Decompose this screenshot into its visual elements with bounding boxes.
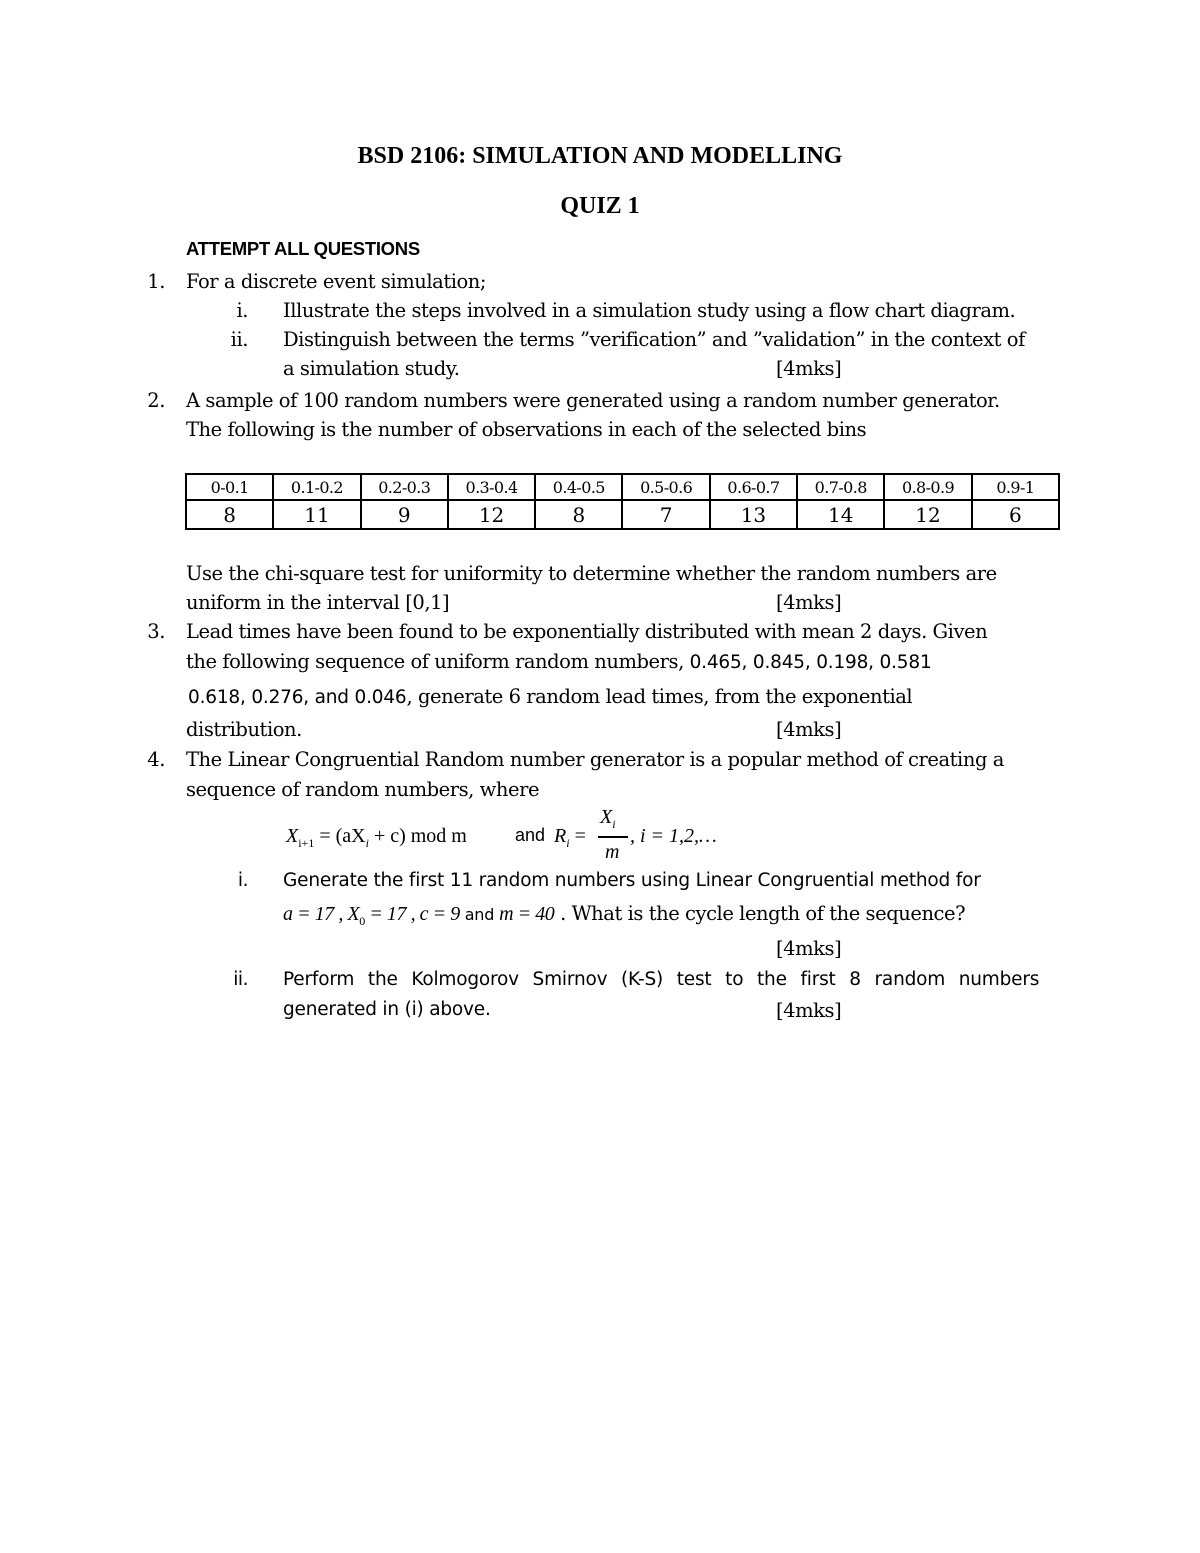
q2-text-line2: The following is the number of observations in each of the selected bins xyxy=(186,418,867,441)
q4-param-and: and xyxy=(459,905,500,924)
eq-num-sub: i xyxy=(612,817,616,831)
q4-text-line1: The Linear Congruential Random number generator is a popular method of creating a xyxy=(186,748,1004,771)
eq-r-letter: R xyxy=(554,825,567,847)
eq-mid-sub: i xyxy=(365,836,369,850)
bins-count-row xyxy=(186,500,1059,529)
q4-param-a: a = 17 , X xyxy=(283,903,360,925)
q3-text-line1: Lead times have been found to be exponentially distributed with mean 2 days. Given xyxy=(186,620,988,643)
eq-x: X xyxy=(286,825,299,847)
q4-sub-i-params-line xyxy=(283,902,965,926)
bin-label: 0.5-0.6 xyxy=(622,474,709,500)
eq-mod: + c) mod m xyxy=(368,825,467,847)
q2-text-line1: A sample of 100 random numbers were generated using a random number generator. xyxy=(186,389,1000,412)
q3-random-numbers-1: 0.465, 0.845, 0.198, 0.581 xyxy=(689,652,932,673)
q4-sub-ii-marks: [4mks] xyxy=(776,999,842,1022)
q2-text-line4: uniform in the interval [0,1] xyxy=(186,591,450,614)
q3-random-numbers-2: 0.618, 0.276, and 0.046 xyxy=(188,687,407,708)
q1-sub-i-text: Illustrate the steps involved in a simulation study using a flow chart diagram. xyxy=(283,299,1016,322)
q2-marks: [4mks] xyxy=(776,591,842,614)
q1-sub-ii-number: ii. xyxy=(230,328,248,351)
q4-sub-ii-text: Perform the Kolmogorov Smirnov (K-S) test to the first 8 random numbers xyxy=(283,969,1040,990)
eq-numerator xyxy=(600,806,616,829)
bins-header-row xyxy=(186,474,1059,500)
bin-count: 7 xyxy=(622,500,709,529)
q2-number: 2. xyxy=(147,389,165,412)
bin-label: 0.1-0.2 xyxy=(273,474,360,500)
q3-number: 3. xyxy=(147,620,165,643)
bin-label: 0.7-0.8 xyxy=(797,474,884,500)
q3-text-line2 xyxy=(186,650,932,673)
fraction-bar xyxy=(598,836,628,838)
bin-count: 12 xyxy=(448,500,535,529)
q4-sub-ii-text-cont: generated in (i) above. xyxy=(283,999,491,1020)
bin-label: 0.4-0.5 xyxy=(535,474,622,500)
eq-tail: , i = 1,2,… xyxy=(630,825,717,847)
bin-count: 11 xyxy=(273,500,360,529)
q1-sub-ii-text: Distinguish between the terms ”verification” and ”validation” in the context of xyxy=(283,328,1025,351)
bin-label: 0.9-1 xyxy=(972,474,1059,500)
bin-label: 0-0.1 xyxy=(186,474,273,500)
lcg-equation xyxy=(286,825,467,848)
q4-sub-i-marks: [4mks] xyxy=(776,937,842,960)
bin-label: 0.8-0.9 xyxy=(884,474,971,500)
bin-count: 14 xyxy=(797,500,884,529)
course-title: BSD 2106: SIMULATION AND MODELLING xyxy=(357,143,843,169)
eq-x-sub: i+1 xyxy=(298,836,315,850)
bin-count: 13 xyxy=(710,500,797,529)
bins-table xyxy=(185,473,1060,530)
q3-text-line4: distribution. xyxy=(186,718,302,741)
q4-sub-ii-number: ii. xyxy=(233,969,248,990)
q1-marks: [4mks] xyxy=(776,357,842,380)
q4-sub-i-text: Generate the first 11 random numbers using Linear Congruential method for xyxy=(283,870,981,891)
eq-mid: = (aX xyxy=(314,825,366,847)
q4-param-x0-sub: 0 xyxy=(359,914,365,928)
quiz-title: QUIZ 1 xyxy=(560,193,640,219)
bin-count: 8 xyxy=(186,500,273,529)
bin-label: 0.2-0.3 xyxy=(361,474,448,500)
q4-param-m: m = 40 xyxy=(499,903,555,925)
q4-sub-i-question: . What is the cycle length of the sequence? xyxy=(554,902,966,925)
q1-sub-i-number: i. xyxy=(236,299,248,322)
eq-r-equals: = xyxy=(569,825,586,847)
eq-denominator: m xyxy=(605,841,620,863)
eq-num-x: X xyxy=(600,806,613,828)
q4-text-line2: sequence of random numbers, where xyxy=(186,778,540,801)
bin-count: 12 xyxy=(884,500,971,529)
q3-text-line3 xyxy=(188,685,912,708)
q1-text: For a discrete event simulation; xyxy=(186,270,487,293)
bin-label: 0.3-0.4 xyxy=(448,474,535,500)
q1-sub-ii-text-cont: a simulation study. xyxy=(283,357,460,380)
bin-count: 8 xyxy=(535,500,622,529)
q2-text-line3: Use the chi-square test for uniformity to determine whether the random numbers are xyxy=(186,562,997,585)
q4-sub-i-number: i. xyxy=(237,870,248,891)
eq-r-sub: i xyxy=(566,836,570,850)
q4-number: 4. xyxy=(147,748,165,771)
q3-marks: [4mks] xyxy=(776,718,842,741)
q3-line2-text: the following sequence of uniform random numbers, xyxy=(186,650,690,673)
bin-label: 0.6-0.7 xyxy=(710,474,797,500)
q4-param-c: = 17 , c = 9 xyxy=(364,903,460,925)
bin-count: 9 xyxy=(361,500,448,529)
eq-and: and xyxy=(515,825,546,845)
q3-line3-text: , generate 6 random lead times, from the exponential xyxy=(406,685,913,708)
instructions: ATTEMPT ALL QUESTIONS xyxy=(186,238,420,259)
eq-r xyxy=(554,825,586,848)
q1-number: 1. xyxy=(147,270,165,293)
bin-count: 6 xyxy=(972,500,1059,529)
